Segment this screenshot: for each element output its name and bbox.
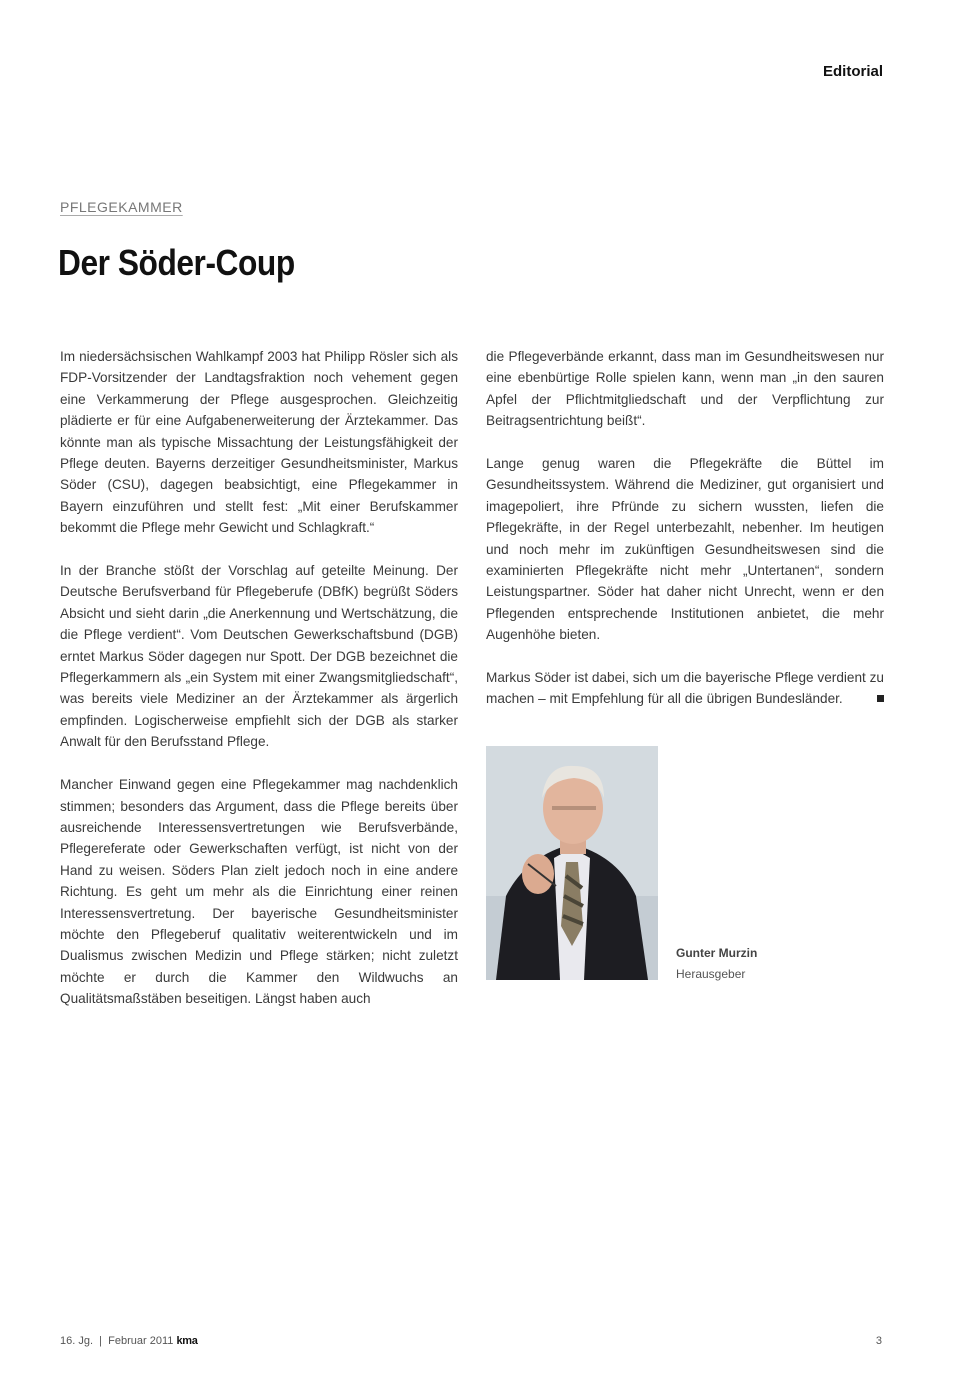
paragraph: Im niedersächsischen Wahlkampf 2003 hat Philipp Rösler sich als FDP-Vorsitzender der Landtagsfraktion noch vehement gegen eine Verkammerung der Pflege ausgesprochen. Gleichzeitig plädierte er für eine Aufgabenerweiterung der Ärztekammer. Das könnte man als typische Missachtung der Leistungsfähigkeit der Pflege deuten. Bayerns derzeitiger Gesundheitsminister, Markus Söder (CSU), dagegen beabsichtigt, eine Pflegekammer in Bayern einzuführen und stellt fest: „Mit einer Berufskammer bekommt die Pflege mehr Gewicht und Schlagkraft.“ [60,349,458,536]
paragraph: Mancher Einwand gegen eine Pflegekammer mag nachdenklich stimmen; besonders das Argument, dass die Pflege bereits über ausreichende Interessensvertretungen wie Berufsverbände, Pflegereferate oder Gewerkschaften verfügt, ist nicht von der Hand zu weisen. Söders Plan zielt jedoch noch in eine andere Richtung. Es geht um mehr als die Einrichtung einer reinen Interessensvertretung. Der bayerische Gesundheitsminister möchte den Pflegeberuf qualitativ weiterentwickeln und im Dualismus zwischen Medizin und Pflege stärken; nicht zuletzt möchte er durch die Kammer den Wildwuchs an Qualitätsmaßstäben beseitigen. Längst haben auch [60,777,458,1007]
separator: | [99,1335,103,1347]
end-of-article-mark [877,695,884,702]
paragraph: die Pflegeverbände erkannt, dass man im Gesundheitswesen nur eine ebenbürtige Rolle spielen kann, wenn man „in den sauren Apfel der Pflichtmitgliedschaft und der Verpflichtung zur Beitragsentrichtung beißt“. [486,349,884,429]
article-kicker: PFLEGEKAMMER [60,199,183,215]
author-portrait [486,746,658,980]
section-label: Editorial [822,63,883,80]
right-column [486,346,884,731]
paragraph: Lange genug waren die Pflegekräfte die Büttel im Gesundheitssystem. Während die Mediziner, gut organisiert und imagepoliert, ihre Pfründe zu sichern wussten, liefen die Pflegekräfte, in der Regel unterbezahlt, nebenher. Im heutigen und noch mehr im zukünftigen Gesundheitswesen sind die examinierten Pflegekräfte nicht mehr „Untertanen“, sondern Leistungspartner. Söder hat daher nicht Unrecht, wenn er den Pflegenden entsprechende Institutionen anbietet, die mehr Augenhöhe bieten. [486,456,884,643]
magazine-logo: kma [176,1335,198,1347]
author-portrait-illustration [486,746,658,980]
page-number: 3 [875,1335,882,1347]
issue-volume: 16. Jg. [60,1335,94,1347]
article-title: Der Söder-Coup [58,242,295,283]
paragraph-text: Markus Söder ist dabei, sich um die bayerische Pflege verdient zu machen – mit Empfehlung für all die übrigen Bundesländer. [486,670,884,707]
author-role: Herausgeber [676,967,746,981]
closing-paragraph [486,667,884,710]
left-column [60,346,458,1031]
footer-issue-info [60,1335,198,1347]
issue-date: Februar 2011 [108,1335,174,1347]
paragraph: In der Branche stößt der Vorschlag auf geteilte Meinung. Der Deutsche Berufsverband für Pflegeberufe (DBfK) begrüßt Söders Absicht und sieht darin „die Anerkennung und Wertschätzung, die die Pflege verdient“. Vom Deutschen Gewerkschaftsbund (DGB) erntet Markus Söder dagegen nur Spott. Der DGB bezeichnet die Pflegerkammern als „ein System mit einer Zwangsmitgliedschaft“, was bereits viele Mediziner an der Ärztekammer als ärgerlich empfinden. Logischerweise empfiehlt sich der DGB als starker Anwalt für den Berufsstand Pflege. [60,563,458,750]
author-name: Gunter Murzin [676,946,758,960]
